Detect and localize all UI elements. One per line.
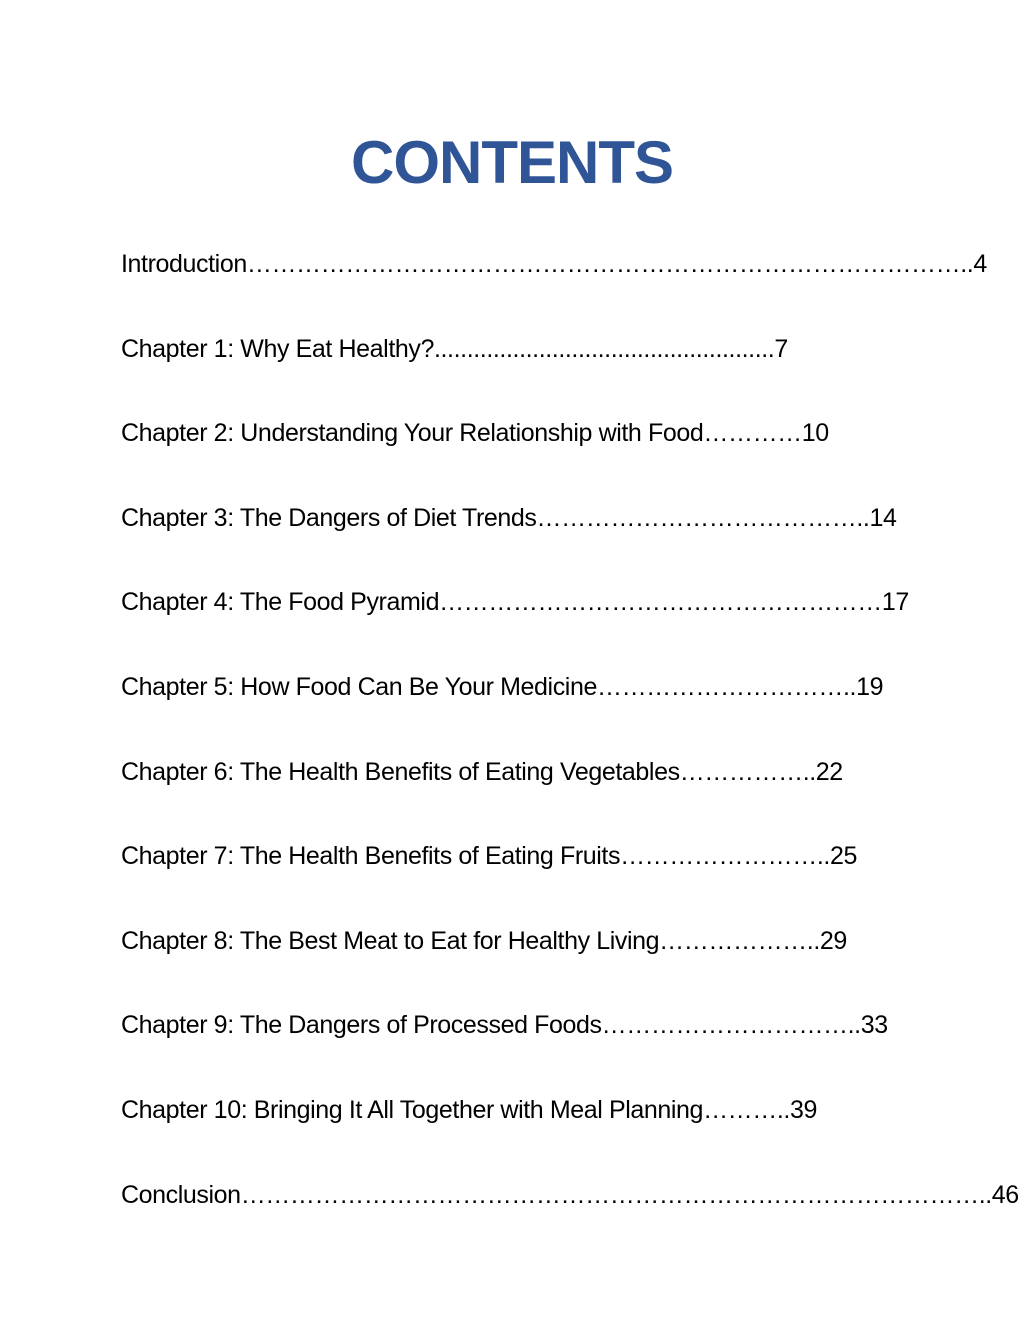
toc-entry-chapter-5 — [121, 667, 921, 752]
toc-entry-chapter-1 — [121, 329, 921, 414]
toc-entry-conclusion — [121, 1175, 1019, 1260]
toc-entry-leader: ……………………………………………………………………………….. — [240, 1180, 992, 1209]
toc-entry-chapter-3 — [121, 498, 921, 583]
toc-entry-label: Chapter 7: The Health Benefits of Eating Fruits — [121, 842, 621, 871]
page-title: CONTENTS — [351, 129, 673, 196]
toc-entry-page: 25 — [829, 842, 857, 871]
toc-entry-leader: .................................................... — [433, 334, 775, 363]
toc-entry-chapter-6 — [121, 752, 921, 837]
toc-entry-leader: ………… — [703, 419, 802, 448]
toc-entry-label: Chapter 8: The Best Meat to Eat for Healthy Living — [121, 926, 660, 955]
toc-entry-label: Chapter 5: How Food Can Be Your Medicine — [121, 672, 597, 701]
toc-entry-chapter-9 — [121, 1005, 921, 1090]
toc-entry-page: 19 — [856, 672, 884, 701]
toc-entry-label: Introduction — [121, 250, 247, 278]
toc-entry-page: 39 — [789, 1095, 817, 1124]
table-of-contents — [121, 244, 1019, 1259]
toc-entry-page: 14 — [869, 503, 897, 532]
toc-entry-page: 29 — [819, 926, 847, 955]
toc-entry-page: 46 — [991, 1180, 1019, 1209]
toc-entry-chapter-10 — [121, 1090, 921, 1175]
toc-entry-label: Chapter 6: The Health Benefits of Eating Vegetables — [121, 757, 680, 786]
toc-entry-chapter-4 — [121, 582, 921, 667]
toc-entry-chapter-8 — [121, 921, 921, 1006]
toc-entry-page: 33 — [860, 1011, 888, 1040]
toc-entry-label: Chapter 3: The Dangers of Diet Trends — [121, 503, 537, 532]
toc-entry-page: 22 — [815, 757, 843, 786]
toc-entry-leader: ……….. — [703, 1095, 790, 1124]
toc-entry-label: Chapter 1: Why Eat Healthy? — [121, 334, 434, 363]
toc-entry-page: 10 — [801, 419, 829, 448]
toc-entry-leader: ………………………….. — [601, 1011, 861, 1040]
toc-entry-leader: …………………………………………………………………………….. — [246, 250, 974, 278]
toc-entry-leader: …………………….. — [620, 842, 830, 871]
toc-entry-leader: ………………………………….. — [536, 503, 870, 532]
toc-entry-label: Chapter 9: The Dangers of Processed Foods — [121, 1011, 602, 1040]
toc-entry-label: Chapter 2: Understanding Your Relationship with Food — [121, 419, 704, 448]
toc-entry-leader: ……………………………………………… — [439, 588, 882, 617]
toc-entry-introduction — [121, 244, 987, 329]
toc-entry-chapter-2 — [121, 413, 921, 498]
toc-entry-label: Chapter 4: The Food Pyramid — [121, 588, 440, 617]
toc-entry-page: 7 — [774, 334, 788, 363]
toc-entry-page: 4 — [973, 250, 987, 278]
toc-entry-label: Conclusion — [121, 1180, 241, 1209]
toc-entry-leader: ……………….. — [659, 926, 820, 955]
toc-entry-chapter-7 — [121, 836, 921, 921]
toc-entry-page: 17 — [881, 588, 909, 617]
toc-entry-leader: …………….. — [679, 757, 816, 786]
toc-entry-label: Chapter 10: Bringing It All Together with Meal Planning — [121, 1095, 704, 1124]
toc-entry-leader: ………………………….. — [596, 672, 857, 701]
